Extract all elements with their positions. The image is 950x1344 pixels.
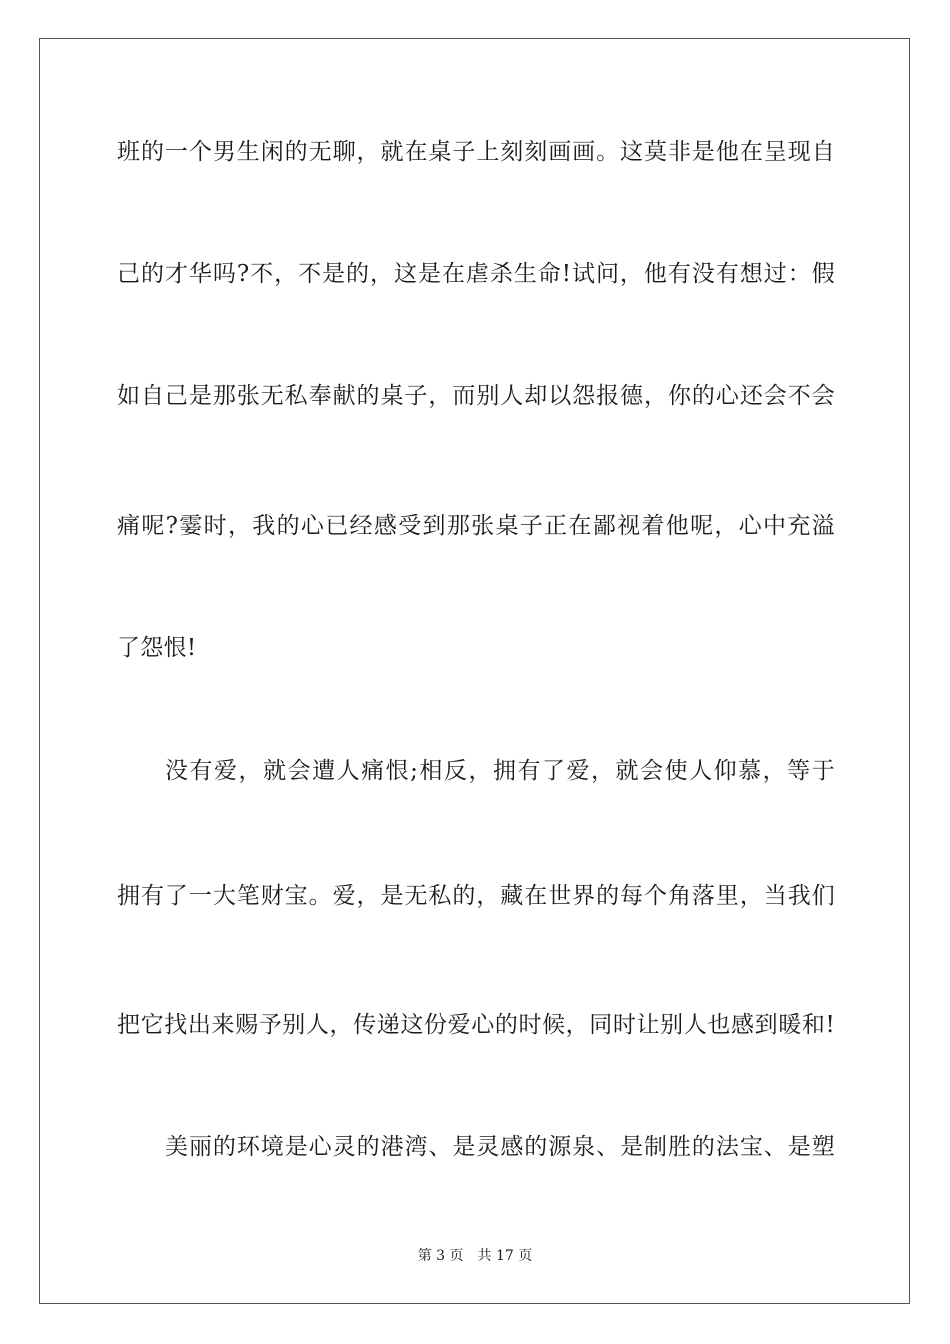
text-line-8: 把它找出来赐予别人，传递这份爱心的时候，同时让别人也感到暖和! [117,1012,835,1038]
text-line-5: 了怨恨! [117,635,197,661]
text-line-2: 己的才华吗?不，不是的，这是在虐杀生命!试问，他有没有想过：假 [117,261,835,287]
text-line-3: 如自己是那张无私奉献的桌子，而别人却以怨报德，你的心还会不会 [117,383,835,409]
text-line-4: 痛呢?霎时，我的心已经感受到那张桌子正在鄙视着他呢，心中充溢 [117,513,835,539]
page-total: 共 17 页 [477,1248,533,1264]
text-line-1: 班的一个男生闲的无聊，就在桌子上刻刻画画。这莫非是他在呈现自 [117,139,835,165]
page-border [39,38,910,1304]
text-line-9: 美丽的环境是心灵的港湾、是灵感的源泉、是制胜的法宝、是塑 [165,1134,835,1160]
page-footer [0,1246,950,1266]
text-line-7: 拥有了一大笔财宝。爱，是无私的，藏在世界的每个角落里，当我们 [117,883,835,909]
page-number: 第 3 页 [417,1248,464,1264]
text-line-6: 没有爱，就会遭人痛恨;相反，拥有了爱，就会使人仰慕，等于 [165,758,835,784]
